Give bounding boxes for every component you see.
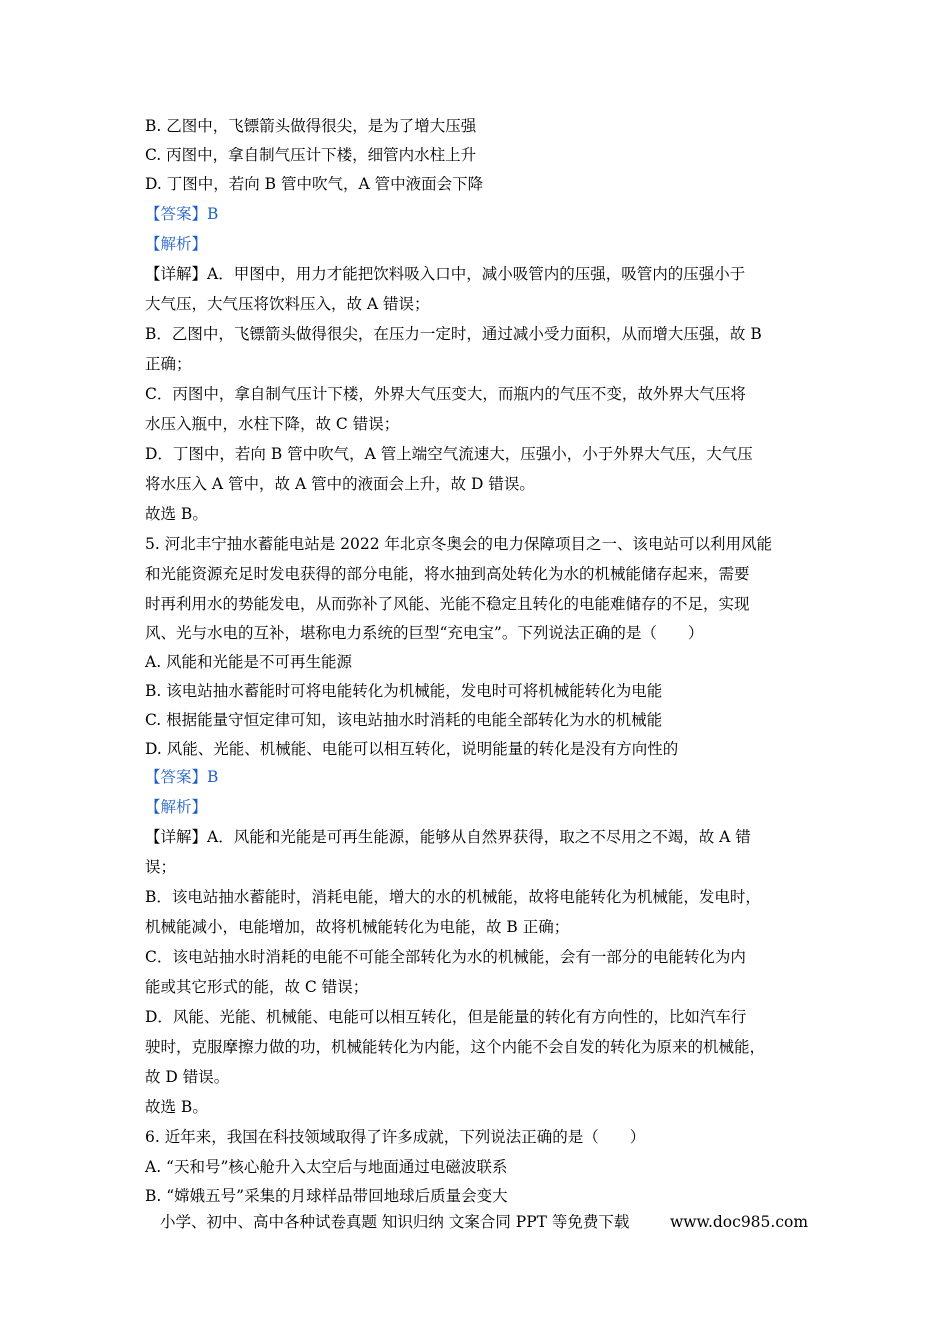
explanation-line: C．该电站抽水时消耗的电能不可能全部转化为水的机械能，会有一部分的电能转化为内 [145, 948, 746, 966]
explanation-line: B．乙图中，飞镖箭头做得很尖，在压力一定时，通过减小受力面积，从而增大压强，故 B [145, 325, 762, 343]
explanation-line: D．风能、光能、机械能、电能可以相互转化，但是能量的转化有方向性的，比如汽车行 [145, 1008, 747, 1026]
option-d-q5: D. 风能、光能、机械能、电能可以相互转化，说明能量的转化是没有方向性的 [145, 740, 679, 758]
analysis-tag-q5: 【解析】 [145, 798, 208, 816]
question-5-stem: 风、光与水电的互补，堪称电力系统的巨型“充电宝”。下列说法正确的是（ ） [145, 624, 704, 642]
answer-tag-q4: 【答案】B [145, 205, 219, 223]
explanation-line: 【详解】A．风能和光能是可再生能源，能够从自然界获得，取之不尽用之不竭，故 A 错 [145, 828, 751, 846]
footer-text: 小学、初中、高中各种试卷真题 知识归纳 文案合同 PPT 等免费下载 [160, 1213, 630, 1231]
page-footer [160, 1211, 809, 1233]
option-a-q5: A. 风能和光能是不可再生能源 [145, 653, 353, 671]
explanation-line: 大气压，大气压将饮料压入，故 A 错误； [145, 295, 430, 313]
explanation-line: 机械能减小，电能增加，故将机械能转化为电能，故 B 正确； [145, 918, 570, 936]
explanation-line: C．丙图中，拿自制气压计下楼，外界大气压变大，而瓶内的气压不变，故外界大气压将 [145, 385, 746, 403]
explanation-line: 能或其它形式的能，故 C 错误； [145, 978, 369, 996]
option-c-q5: C. 根据能量守恒定律可知，该电站抽水时消耗的电能全部转化为水的机械能 [145, 711, 663, 729]
conclusion-q4: 故选 B。 [145, 505, 208, 523]
option-b-q6: B. “嫦娥五号”采集的月球样品带回地球后质量会变大 [145, 1187, 508, 1205]
option-d-q4: D. 丁图中，若向 B 管中吹气，A 管中液面会下降 [145, 175, 484, 193]
explanation-line: 将水压入 A 管中，故 A 管中的液面会上升，故 D 错误。 [145, 475, 535, 493]
question-5-stem: 和光能资源充足时发电获得的部分电能，将水抽到高处转化为水的机械能储存起来，需要 [145, 565, 750, 583]
conclusion-q5: 故选 B。 [145, 1098, 208, 1116]
option-c-q4: C. 丙图中，拿自制气压计下楼，细管内水柱上升 [145, 146, 477, 164]
explanation-line: 误； [145, 858, 177, 876]
explanation-line: 驶时，克服摩擦力做的功，机械能转化为内能，这个内能不会自发的转化为原来的机械能， [145, 1038, 766, 1056]
option-b-q5: B. 该电站抽水蓄能时可将电能转化为机械能，发电时可将机械能转化为电能 [145, 682, 663, 700]
explanation-line: B．该电站抽水蓄能时，消耗电能，增大的水的机械能，故将电能转化为机械能，发电时， [145, 888, 761, 906]
explanation-line: 水压入瓶中，水柱下降，故 C 错误； [145, 415, 400, 433]
question-5-stem: 5. 河北丰宁抽水蓄能电站是 2022 年北京冬奥会的电力保障项目之一、该电站可以利用风能 [145, 535, 773, 553]
explanation-line: D．丁图中，若向 B 管中吹气，A 管上端空气流速大，压强小，小于外界大气压，大气压 [145, 445, 753, 463]
analysis-tag-q4: 【解析】 [145, 235, 208, 253]
explanation-line: 【详解】A．甲图中，用力才能把饮料吸入口中，减小吸管内的压强，吸管内的压强小于 [145, 265, 746, 283]
question-5-stem: 时再利用水的势能发电，从而弥补了风能、光能不稳定且转化的电能难储存的不足，实现 [145, 595, 750, 613]
explanation-line: 故 D 错误。 [145, 1068, 230, 1086]
footer-url[interactable]: www.doc985.com [670, 1213, 809, 1231]
answer-tag-q5: 【答案】B [145, 768, 219, 786]
question-6-stem: 6. 近年来，我国在科技领域取得了许多成就，下列说法正确的是（ ） [145, 1128, 646, 1146]
explanation-line: 正确； [145, 355, 192, 373]
option-a-q6: A. “天和号”核心舱升入太空后与地面通过电磁波联系 [145, 1158, 508, 1176]
option-b-q4: B. 乙图中，飞镖箭头做得很尖，是为了增大压强 [145, 117, 477, 135]
